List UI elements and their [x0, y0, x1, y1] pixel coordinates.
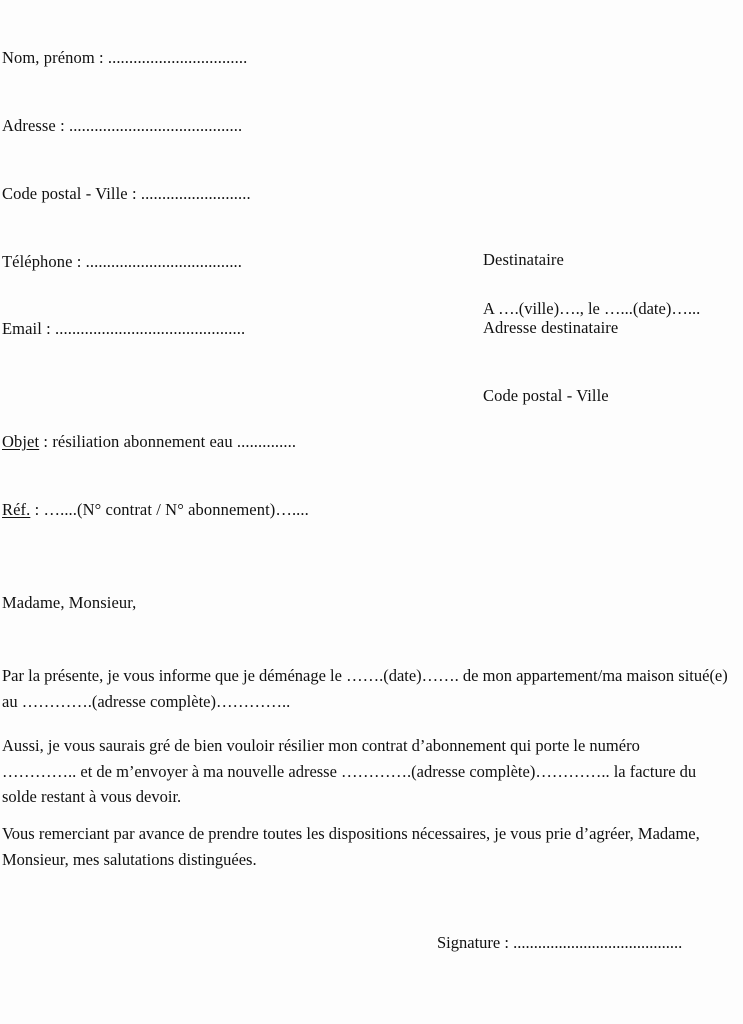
sender-phone-line: Téléphone : .....................................	[2, 251, 242, 271]
recipient-postal-city-line: Code postal - Ville	[483, 385, 609, 405]
objet-text: résiliation abonnement eau ..............	[52, 432, 297, 452]
recipient-address-line: Adresse destinataire	[483, 317, 619, 337]
salutation-line: Madame, Monsieur,	[2, 593, 137, 612]
sender-email-line: Email : .............................................	[2, 319, 246, 339]
body-paragraph-2: Aussi, je vous saurais gré de bien vouloir résilier mon contrat d’abonnement qui porte le numéro ………….. et de m’envoyer à ma nouvelle adresse ………….(adresse complète)………….. la facture du solde restant à vous devoir.	[2, 736, 697, 806]
sender-address-line: Adresse : .........................................	[2, 115, 243, 135]
ref-line	[2, 499, 309, 522]
objet-label: Objet	[2, 432, 40, 452]
ref-label: Réf.	[2, 499, 31, 519]
recipient-name-line: Destinataire	[483, 250, 564, 270]
place-and-date-line: A ….(ville)…., le …...(date)…...	[483, 299, 701, 318]
recipient-address-block	[483, 204, 618, 453]
body-paragraph-1: Par la présente, je vous informe que je déménage le …….(date)……. de mon appartement/ma maison situé(e) au ………….(adresse complète)…………..	[2, 666, 728, 711]
subject-reference-block	[2, 386, 309, 567]
objet-line	[2, 431, 309, 454]
ref-separator: :	[30, 499, 44, 519]
sender-postal-city-line: Code postal - Ville : ..........................	[2, 183, 251, 203]
signature-line: Signature : .........................................	[437, 933, 683, 952]
body-paragraph-3: Vous remerciant par avance de prendre toutes les dispositions nécessaires, je vous prie d’agréer, Madame, Monsieur, mes salutations distinguées.	[2, 824, 700, 869]
objet-separator: :	[39, 432, 53, 452]
sender-name-line: Nom, prénom : .................................	[2, 48, 248, 68]
sender-identity-block	[2, 2, 251, 386]
ref-text: …....(N° contrat / N° abonnement)…....	[43, 499, 309, 519]
